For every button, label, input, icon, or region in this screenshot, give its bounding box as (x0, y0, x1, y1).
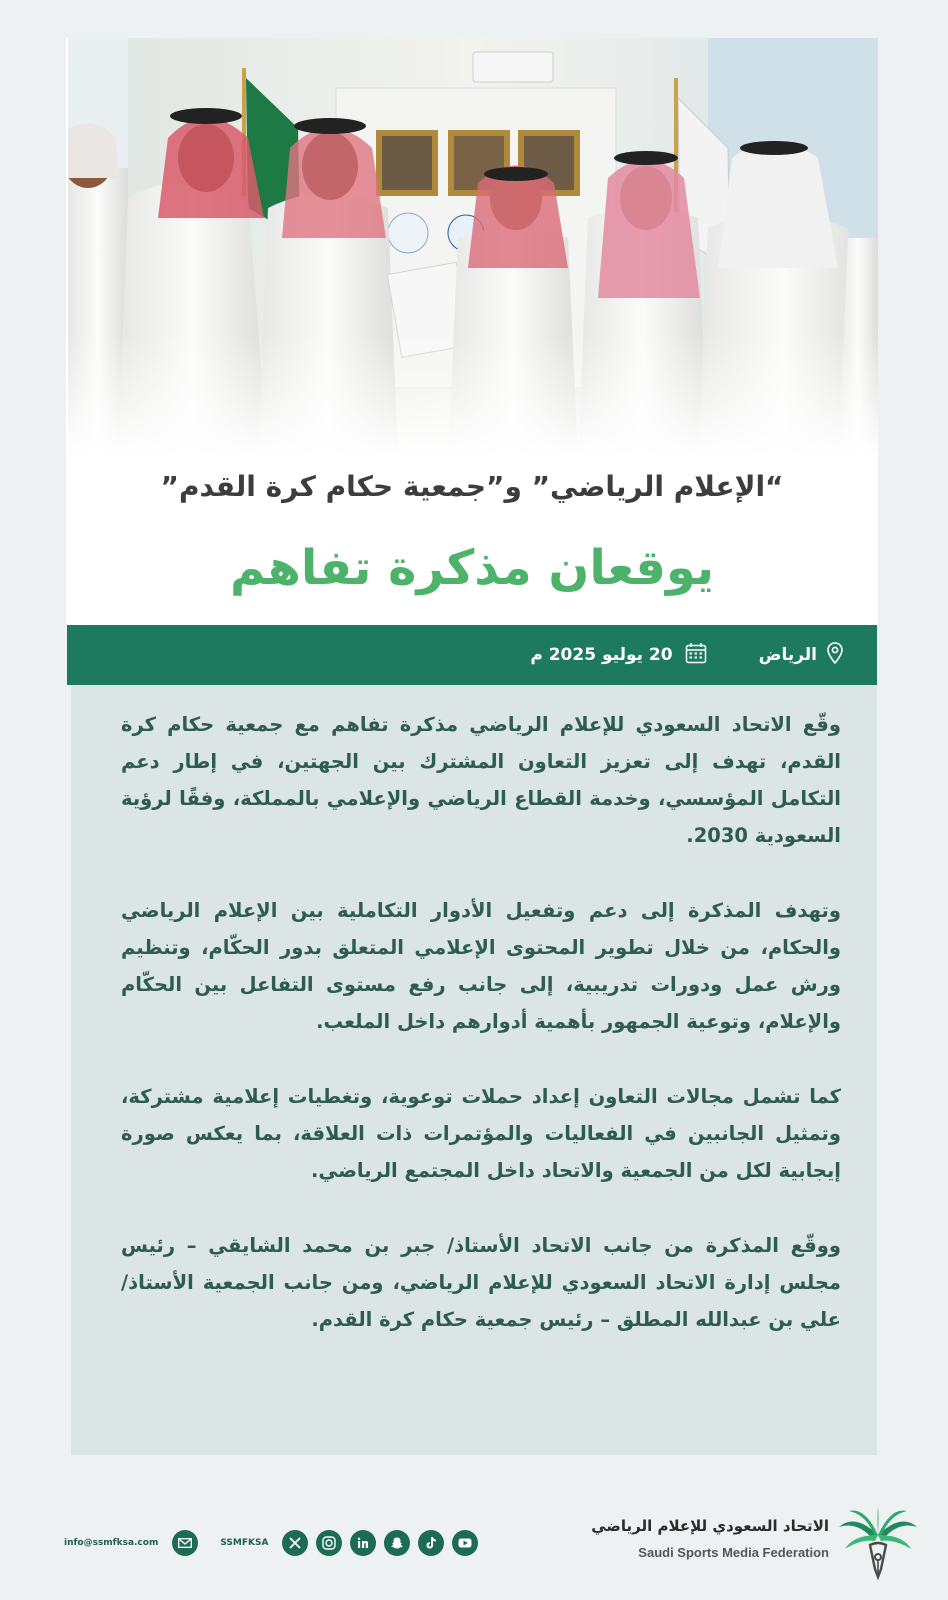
location-text: الرياض (758, 645, 817, 665)
paragraph: كما تشمل مجالات التعاون إعداد حملات توعوية، وتغطيات إعلامية مشتركة، وتمثيل الجانبين في الفعاليات والمؤتمرات ذات العلاقة، بما يعكس صورة إيجابية لكل من الجمعية والاتحاد داخل المجتمع الرياضي. (121, 1085, 841, 1182)
tiktok-icon[interactable] (418, 1530, 444, 1556)
federation-logo (591, 1505, 921, 1585)
org-name-ar: الاتحاد السعودي للإعلام الرياضي (591, 1517, 829, 1535)
linkedin-icon[interactable] (350, 1530, 376, 1556)
org-name-en: Saudi Sports Media Federation (638, 1545, 829, 1560)
snapchat-icon[interactable] (384, 1530, 410, 1556)
youtube-icon[interactable] (452, 1530, 478, 1556)
date-text: 20 يوليو 2025 م (530, 645, 673, 665)
meta-bar (67, 625, 877, 685)
location (759, 642, 843, 669)
ceremony-photo (68, 38, 878, 458)
subheadline: يوقعان مذكرة تفاهم (229, 540, 715, 596)
headline: “الإعلام الرياضي” و”جمعية حكام كرة القدم” (160, 470, 784, 503)
location-pin-icon (827, 642, 843, 669)
footer-contact (64, 1526, 478, 1560)
paragraph: ووقّع المذكرة من جانب الاتحاد الأستاذ/ جبر بن محمد الشايقي – رئيس مجلس إدارة الاتحاد السعودي للإعلام الرياضي، ومن جانب الجمعية الأستاذ/ علي بن عبدالله المطلق – رئيس جمعية حكام كرة القدم. (121, 1234, 841, 1331)
instagram-icon[interactable] (316, 1530, 342, 1556)
social-handle: SSMFKSA (220, 1538, 269, 1548)
x-icon[interactable] (282, 1530, 308, 1556)
paragraph: وقّع الاتحاد السعودي للإعلام الرياضي مذكرة تفاهم مع جمعية حكام كرة القدم، تهدف إلى تعزيز التعاون المشترك بين الجهتين، في إطار دعم التكامل المؤسسي، وخدمة القطاع الرياضي والإعلامي بالمملكة، وفقًا لرؤية السعودية 2030. (121, 713, 841, 847)
calendar-icon (685, 642, 707, 669)
palm-pen-logo-icon (835, 1505, 921, 1587)
email-link[interactable]: info@ssmfksa.com (64, 1538, 159, 1548)
paragraph: وتهدف المذكرة إلى دعم وتفعيل الأدوار التكاملية بين الإعلام الرياضي والحكام، من خلال تطوير المحتوى الإعلامي المتعلق بدور الحكّام، وتنظيم ورش عمل ودورات تدريبية، إلى جانب رفع مستوى التفاعل بين الحكّام والإعلام، وتوعية الجمهور بأهمية أدوارهم داخل الملعب. (121, 899, 841, 1033)
date (530, 642, 706, 669)
article-body (121, 706, 841, 1376)
mail-icon[interactable] (172, 1530, 198, 1556)
